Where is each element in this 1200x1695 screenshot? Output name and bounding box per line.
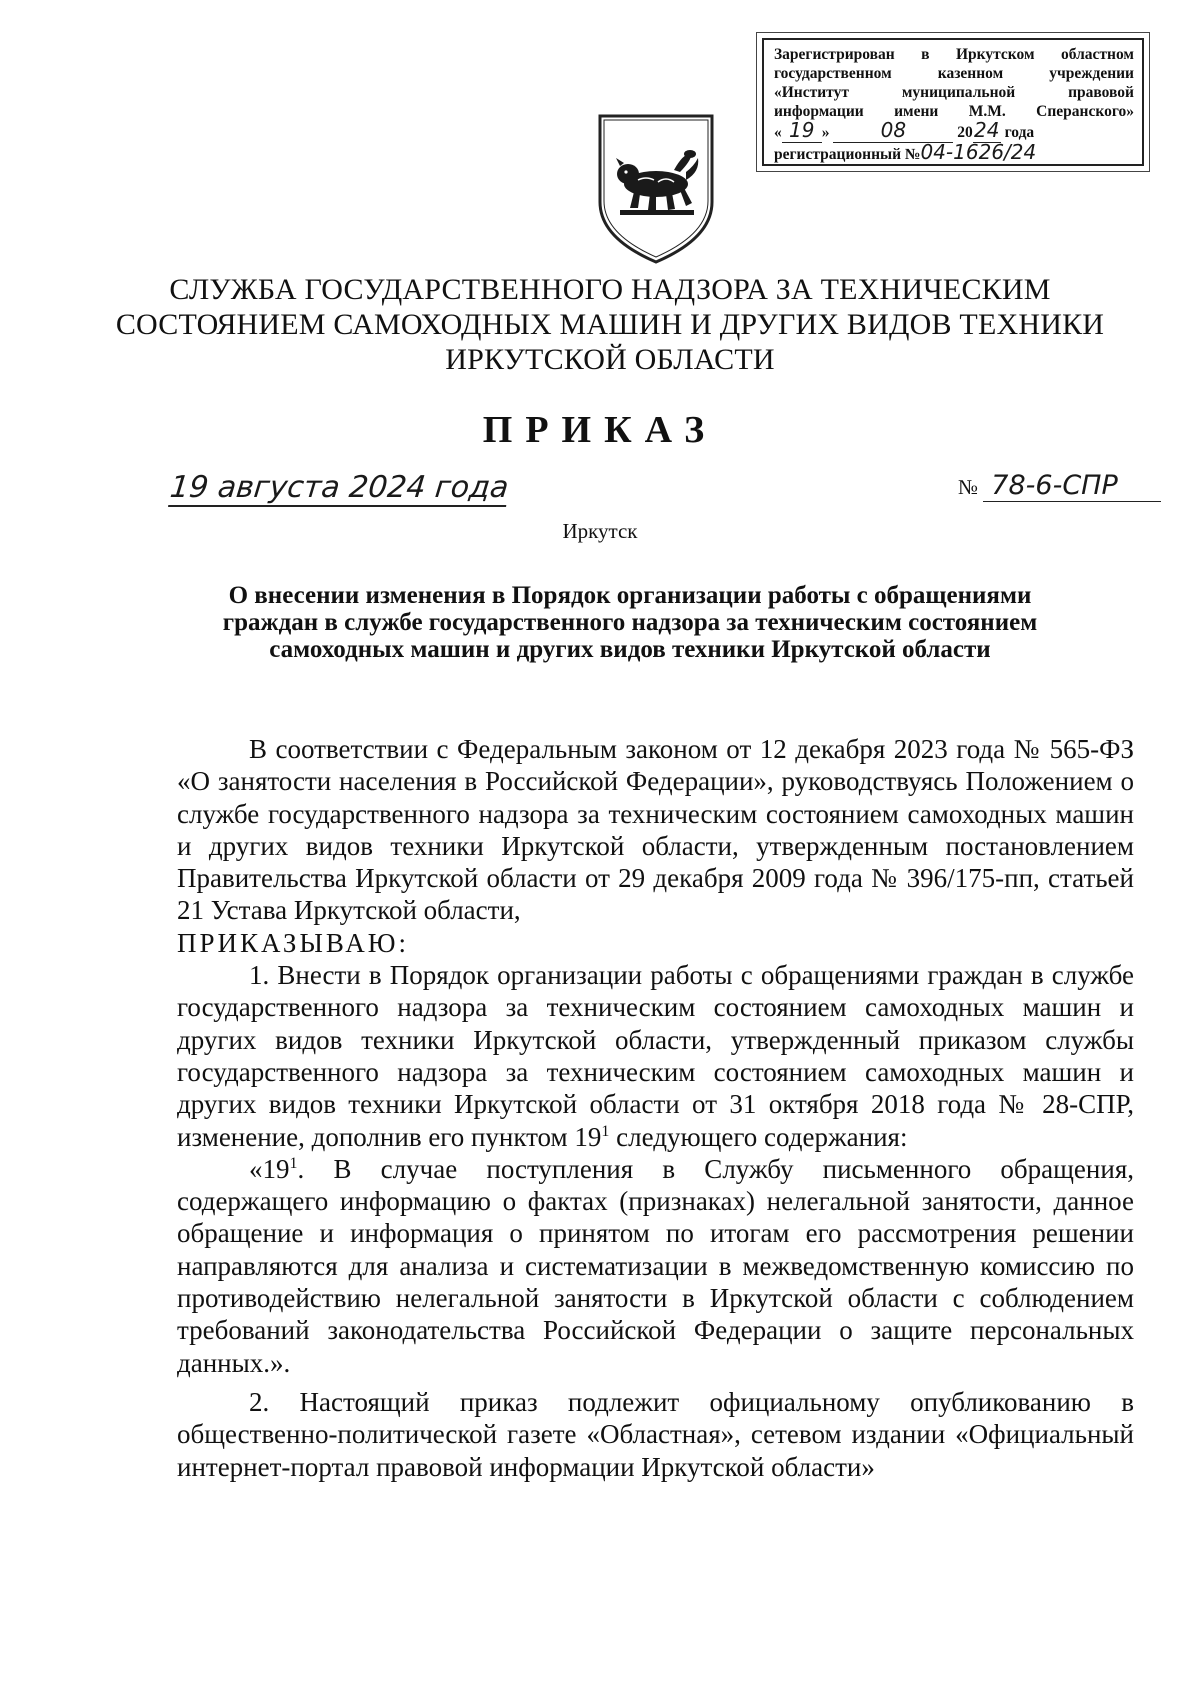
subject-line-2: граждан в службе государственного надзора за техническим состоянием (222, 609, 1038, 636)
quote-open: «19 (249, 1153, 290, 1184)
subject-line-1: О внесении изменения в Порядок организации работы с обращениями (228, 582, 1032, 609)
subject-line-3: самоходных машин и других видов техники Иркутской области (269, 636, 991, 663)
stamp-reg-label: регистрационный № (774, 146, 921, 163)
quote-superscript: 1 (289, 1154, 298, 1172)
coat-of-arms-irkutsk-icon (594, 110, 718, 266)
item-2-paragraph: 2. Настоящий приказ подлежит официальному опубликованию в общественно-политической газете «Областная», сетевом издании «Официальный интернет-портал правовой информации Иркутской области» (177, 1386, 1134, 1482)
order-number-label: № (958, 475, 979, 499)
stamp-year-prefix: 20 (957, 124, 973, 141)
agency-line-2: СОСТОЯНИЕМ САМОХОДНЫХ МАШИН И ДРУГИХ ВИДОВ ТЕХНИКИ (115, 308, 1105, 341)
preamble-paragraph: В соответствии с Федеральным законом от 12 декабря 2023 года № 565-ФЗ «О занятости населения в Российской Федерации», руководствуясь Положением о службе государственного надзора за техническим состоянием самоходных машин и других видов техники Иркутской области, утвержденным постановлением Правительства Иркутской области от 29 декабря 2009 года № 396/175-пп, статьей 21 Устава Иркутской области, (177, 734, 1134, 926)
item-1-paragraph (177, 959, 1134, 1153)
stamp-month: 08 (880, 118, 907, 142)
order-word: ПРИКАЗЫВАЮ: (177, 927, 409, 958)
agency-line-1: СЛУЖБА ГОСУДАРСТВЕННОГО НАДЗОРА ЗА ТЕХНИЧЕСКИМ (169, 273, 1051, 306)
stamp-line-3: «Институт муниципальной правовой (774, 84, 1134, 101)
stamp-year-suffix: 24 (974, 118, 1000, 142)
agency-line-3: ИРКУТСКОЙ ОБЛАСТИ (445, 343, 775, 376)
stamp-year-word: года (1004, 124, 1035, 141)
stamp-reg-line (774, 140, 1134, 165)
order-number-field (958, 470, 1161, 502)
document-title: ПРИКАЗ (482, 409, 718, 451)
agency-name (110, 272, 1110, 377)
stamp-reg-number: 04-1626/24 (920, 140, 1037, 164)
item-1-superscript: 1 (601, 1122, 610, 1140)
order-number: 78-6-СПР (983, 470, 1161, 502)
stamp-line-2: государственном казенном учреждении (774, 65, 1134, 82)
quote-paragraph (177, 1153, 1134, 1379)
stamp-line-4: информации имени М.М. Сперанского» (774, 103, 1134, 120)
order-date: 19 августа 2024 года (168, 470, 511, 505)
city: Иркутск (562, 519, 638, 543)
stamp-day: 19 (789, 118, 815, 142)
registration-stamp (762, 38, 1144, 166)
stamp-date-line: « 19 » 08 2024 года (774, 118, 1035, 142)
item-1-text: 1. Внести в Порядок организации работы с обращениями граждан в службе государственного надзора за техническим состоянием самоходных машин и других видов техники Иркутской области, утвержденный приказом службы государственного надзора за техническим состоянием самоходных машин и других видов техники Иркутской области от 31 октября 2018 года № 28-СПР, изменение, дополнив его пунктом 19 (177, 960, 1134, 1152)
order-body (177, 733, 1134, 1483)
item-1-tail: следующего содержания: (609, 1121, 908, 1152)
stamp-line-1: Зарегистрирован в Иркутском областном (774, 46, 1134, 63)
order-subject (150, 582, 1110, 663)
quote-text: . В случае поступления в Службу письменного обращения, содержащего информацию о фактах (признаках) нелегальной занятости, данное обращение и информация о принятом по итогам его рассмотрения решении направляются для анализа и систематизации в межведомственную комиссию по противодействию нелегальной занятости в Иркутской области с соблюдением требований законодательства Российской Федерации о защите персональных данных.». (177, 1153, 1134, 1378)
